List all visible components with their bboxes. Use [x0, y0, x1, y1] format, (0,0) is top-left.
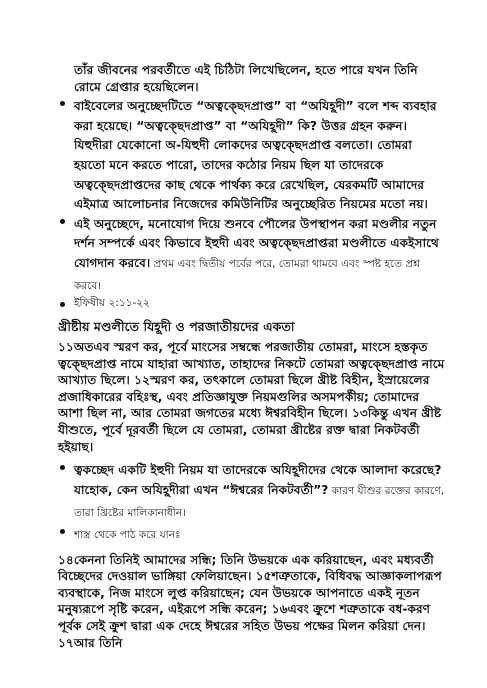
- bullet-light-text: কারণ যীশুর রক্তের কারণে, তারা খ্রিষ্টের মালিকানাধীন।: [74, 484, 445, 519]
- list-item: [58, 95, 447, 213]
- scripture-reference: ইফিষীয় ২:১১-২২: [74, 296, 150, 309]
- discussion-list-1: [58, 95, 447, 311]
- bullet-bold-text: বাইবেলের অনুচ্ছেদটিতে “অত্বক্ছেদপ্রাপ্ত” বা “অযিহূদী” বলে শব্দ ব্যবহার করা হয়েছে। “অত্বক্ছেদপ্রাপ্ত” বা “অযিহূদী” কি? উত্তর গ্রহন করুন। যিহুদীরা যেকোনো অ-যিহুদী লোকদের অত্বক্ছেদপ্রাপ্ত বলতো। তোমরা হয়তো মনে করতে পারো, তাদের কঠোর নিয়ম ছিল যা তাদেরকে অত্বক্ছেদপ্রাপ্তদের কাছ থেকে পার্থক্য করে রেখেছিল, যেরকমটি আমাদের এইমাত্র আলোচনার নিজেদের কমিউনিটির অনুচ্ছেরিত নিয়মের মতো নয়।: [74, 99, 437, 212]
- list-item: [58, 213, 447, 296]
- bullet-bold-text: ত্বকচ্ছেদ একটি ইহুদী নিয়ম যা তাদেরকে অযিহূদীদের থেকে আলাদা করেছে? যাহোক, কেন অযিহূদীরা এখন “ঈশ্বরের নিকটবর্তী”?: [74, 463, 442, 497]
- scripture-paragraph-2: ১৪কেননা তিনিই আমাদের সন্ধি; তিনি উভয়কে এক করিয়াছেন, এবং মধ্যবর্তী বিচ্ছেদের দেওয়াল ভাঙ্গিয়া ফেলিয়াছেন। ১৫শত্রুতাকে, বিধিবদ্ধ আজ্ঞাকলাপরূপ ব্যবস্থাকে, নিজ মাংসে লুপ্ত করিয়াছেন; যেন উভয়কে আপনাতে একই নূতন মনুষ্যরূপে সৃষ্টি করেন, এইরূপে সন্ধি করেন; ১৬এবং ক্রুশে শত্রুতাকে বধ-করণ পূর্বক সেই ক্রুশ দ্বারা এক দেহে ঈশ্বরের সহিত উভয় পক্ষের মিলন করিয়া দেন। ১৭আর তিনি: [58, 552, 442, 650]
- list-item: [58, 523, 447, 545]
- continuation-text: তাঁর জীবনের পরবর্তীতে এই চিঠিটা লিখেছিলেন, হতে পারে যখন তিনি রোমে গ্রেপ্তার হয়েছিলেন।: [74, 63, 418, 94]
- list-item: [58, 459, 447, 523]
- section-heading: খ্রীষ্টীয় মণ্ডলীতে যিহূদী ও পরজাতীয়দের একতা: [58, 318, 295, 334]
- list-item: [58, 296, 447, 311]
- bullet-bold-text: এই অনুচ্ছেদে, মনোযোগ দিয়ে শুনবে পৌলের উপস্থাপন করা মণ্ডলীর নতুন দর্শন সম্পর্কে এবং কিভাবে ইহুদী এবং অত্বক্ছেদপ্রাপ্তরা মণ্ডলীতে একইসাথে যোগদান করবে।: [74, 216, 439, 270]
- discussion-list-2: [58, 459, 447, 545]
- scripture-paragraph-1: ১১অতএব স্মরণ কর, পূর্বে মাংসের সম্বন্ধে পরজাতীয় তোমরা, মাংসে হস্তকৃত ত্বক্ছেদপ্রাপ্ত নামে যাহারা আখ্যাত, তাহাদের নিকটে তোমরা অত্বক্ছেদপ্রাপ্ত নামে আখ্যাত ছিলে। ১২স্মরণ কর, তৎকালে তোমরা ছিলে খ্রীষ্ট বিহীন, ইস্রায়েলের প্রজাধিকারের বহিঃস্থ, এবং প্রতিজ্ঞাযুক্ত নিয়মগুলির অসমপর্কীয়; তোমাদের আশা ছিল না, আর তোমরা জগতের মধ্যে ঈশ্বরবিহীন ছিলে। ১৩কিন্তু এখন খ্রীষ্ট যীশুতে, পূর্বে দূরবর্তী ছিলে যে তোমরা, তোমরা খ্রীষ্টের রক্ত দ্বারা নিকটবর্তী হইয়াছ।: [58, 339, 445, 454]
- bullet-light-text: শাস্ত্র থেকে পাঠ করে যানঃ: [74, 528, 181, 541]
- bullet-light-text: প্রথম এবং দ্বিতীয় পর্বের পরে, তোমরা থামবে এবং স্পষ্ট হতে প্রশ্ন করবে।: [74, 257, 420, 292]
